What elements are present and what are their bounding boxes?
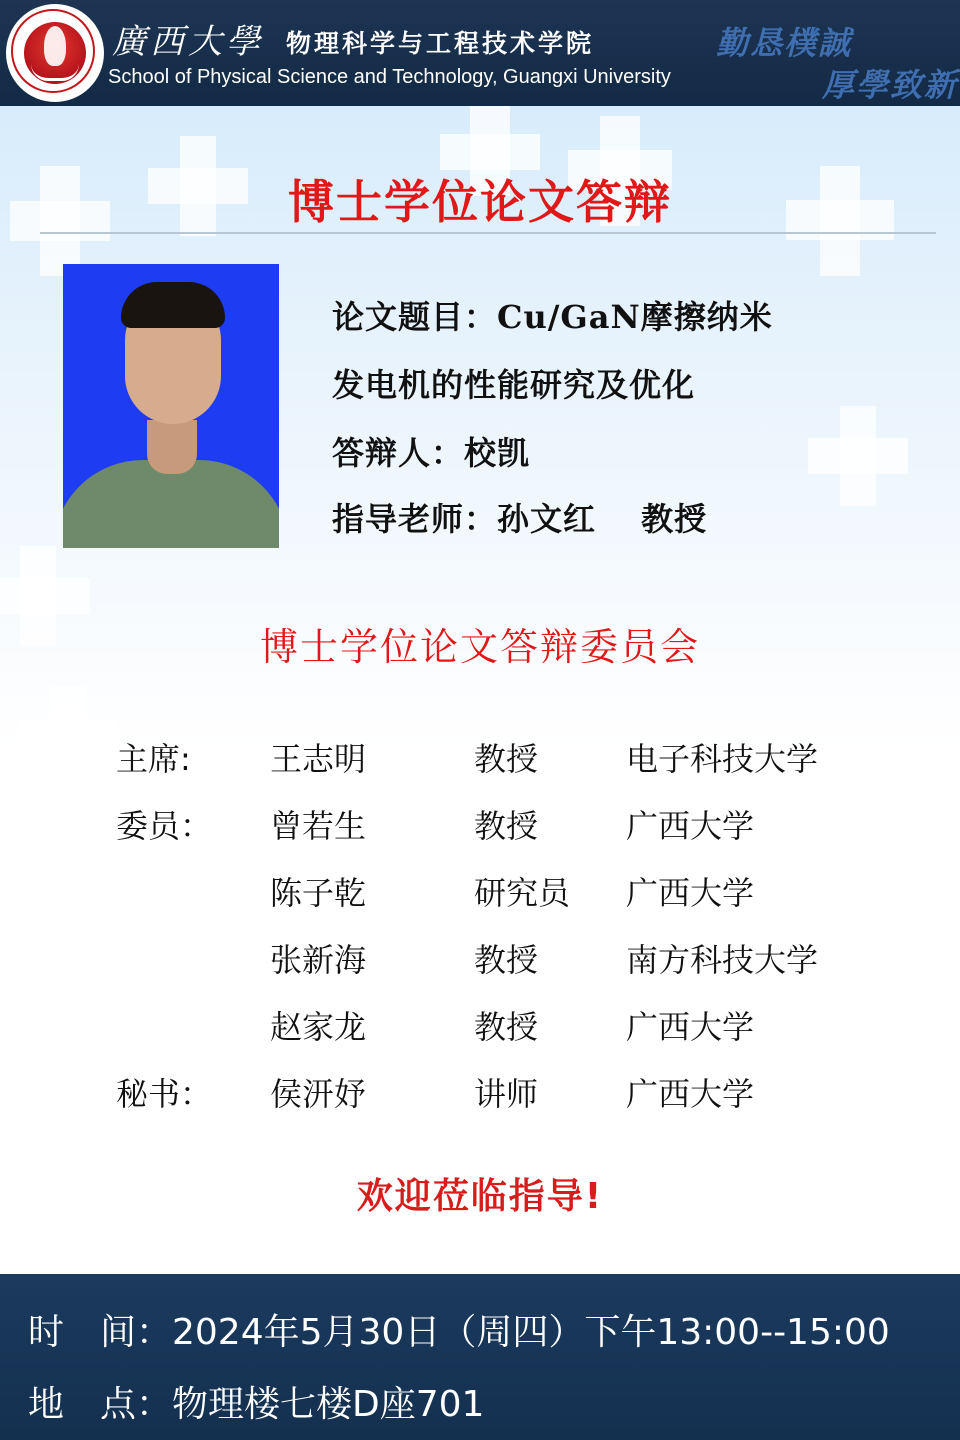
motto-line-2: 厚學致新 bbox=[822, 66, 959, 104]
committee-role: 委员： bbox=[116, 807, 213, 845]
defender-name: 答辩人：校凯 bbox=[332, 434, 531, 472]
committee-member-title: 教授 bbox=[474, 740, 539, 778]
header-banner bbox=[0, 0, 960, 106]
university-logo-icon bbox=[6, 4, 104, 102]
committee-member-name: 陈子乾 bbox=[270, 874, 367, 912]
committee-member-org: 南方科技大学 bbox=[626, 941, 819, 979]
committee-row bbox=[0, 868, 960, 912]
defender-photo bbox=[63, 264, 279, 548]
committee-member-name: 王志明 bbox=[270, 740, 367, 778]
committee-member-title: 教授 bbox=[474, 807, 539, 845]
committee-member-org: 广西大学 bbox=[626, 807, 755, 845]
committee-member-org: 广西大学 bbox=[626, 874, 755, 912]
footer-banner bbox=[0, 1274, 960, 1440]
committee-role: 秘书： bbox=[116, 1075, 213, 1113]
committee-member-title: 教授 bbox=[474, 1008, 539, 1046]
welcome-message: 欢迎莅临指导! bbox=[356, 1176, 604, 1217]
committee-row bbox=[0, 1069, 960, 1113]
committee-member-name: 赵家龙 bbox=[270, 1008, 367, 1046]
committee-member-name: 张新海 bbox=[270, 941, 367, 979]
committee-title: 博士学位论文答辩委员会 bbox=[259, 625, 700, 669]
event-location: 地 点：物理楼七楼D座701 bbox=[28, 1384, 485, 1425]
college-name-en: School of Physical Science and Technology, Guangxi University bbox=[108, 66, 671, 88]
thesis-title-line-2: 发电机的性能研究及优化 bbox=[332, 366, 696, 404]
event-time: 时 间：2024年5月30日（周四）下午13:00--15:00 bbox=[28, 1312, 890, 1353]
committee-member-name: 曾若生 bbox=[270, 807, 367, 845]
advisor-name: 指导老师：孙文红 教授 bbox=[332, 500, 708, 538]
poster-title: 博士学位论文答辩 bbox=[288, 175, 672, 229]
thesis-title-line-1: 论文题目：Cu/GaN摩擦纳米 bbox=[332, 298, 773, 336]
college-name-cn: 物理科学与工程技术学院 bbox=[286, 29, 595, 58]
committee-row bbox=[0, 734, 960, 778]
committee-member-title: 教授 bbox=[474, 941, 539, 979]
committee-member-org: 广西大学 bbox=[626, 1075, 755, 1113]
university-name: 廣西大學 bbox=[112, 22, 264, 62]
committee-row bbox=[0, 801, 960, 845]
committee-role: 主席: bbox=[116, 740, 191, 778]
committee-member-org: 广西大学 bbox=[626, 1008, 755, 1046]
committee-member-title: 研究员 bbox=[474, 874, 571, 912]
committee-row bbox=[0, 1002, 960, 1046]
title-divider bbox=[40, 232, 936, 234]
committee-row bbox=[0, 935, 960, 979]
motto-line-1: 勤恳樸誠 bbox=[716, 24, 853, 62]
committee-member-name: 侯汧妤 bbox=[270, 1075, 367, 1113]
committee-member-org: 电子科技大学 bbox=[626, 740, 819, 778]
committee-member-title: 讲师 bbox=[474, 1075, 539, 1113]
